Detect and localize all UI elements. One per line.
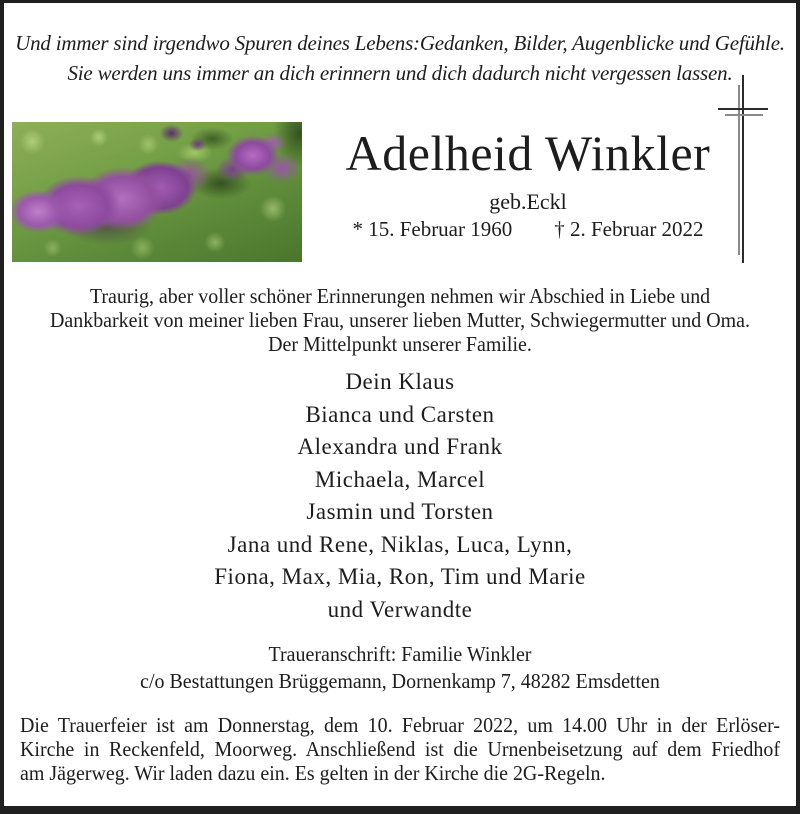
cross-icon-crossbar [718, 108, 768, 110]
lilac-photo [12, 122, 302, 262]
cross-icon-shadow-vertical [738, 85, 740, 255]
mourner-line: Dein Klaus [345, 369, 455, 394]
funeral-info-paragraph [20, 713, 780, 785]
cross-icon [742, 75, 744, 263]
funeral-address-line-2: c/o Bestattungen Brüggemann, Dornenkamp 7, 48282 Emsdetten [140, 669, 660, 693]
cross-icon-shadow-crossbar [725, 114, 763, 116]
tribute-line-1: Traurig, aber voller schöner Erinnerungen nehmen wir Abschied in Liebe und [89, 284, 711, 308]
mourner-line: Jasmin und Torsten [306, 499, 494, 524]
maiden-name: geb.Eckl [489, 189, 567, 214]
funeral-address [20, 641, 780, 695]
mourner-line: Alexandra und Frank [297, 434, 503, 459]
funeral-address-line-1: Traueranschrift: Familie Winkler [268, 642, 532, 666]
funeral-info-line-3: am Jägerweg. Wir laden dazu ein. Es gelten in der Kirche die 2G-Regeln. [20, 761, 606, 785]
tribute-paragraph [20, 284, 780, 356]
memorial-quote-line-1: Und immer sind irgendwo Spuren deines Lebens:Gedanken, Bilder, Augenblicke und Gefühle. [15, 31, 785, 55]
mourners-list [0, 366, 800, 626]
life-dates [300, 217, 756, 241]
memorial-quote [0, 28, 800, 88]
mourner-line: Fiona, Max, Mia, Ron, Tim und Marie [214, 564, 586, 589]
memorial-quote-line-2: Sie werden uns immer an dich erinnern und dich dadurch nicht vergessen lassen. [67, 61, 733, 85]
tribute-line-2: Dankbarkeit von meiner lieben Frau, unserer lieben Mutter, Schwiegermutter und Oma. [49, 308, 751, 332]
mourner-line: Bianca und Carsten [305, 401, 495, 427]
birth-date: * 15. Februar 1960 [352, 217, 513, 241]
deceased-header [300, 126, 756, 241]
funeral-info-line-2: Kirche in Reckenfeld, Moorweg. Anschließend ist die Urnenbeisetzung auf dem Friedhof [20, 737, 780, 761]
mourner-line: Jana und Rene, Niklas, Luca, Lynn, [227, 531, 573, 557]
deceased-name: Adelheid Winkler [345, 125, 711, 181]
funeral-info-line-1: Die Trauerfeier ist am Donnerstag, dem 10. Februar 2022, um 14.00 Uhr in der Erlöser- [20, 713, 780, 737]
mourner-line: und Verwandte [327, 596, 473, 622]
mourner-line: Michaela, Marcel [314, 466, 486, 492]
tribute-line-3: Der Mittelpunkt unserer Familie. [268, 332, 532, 356]
death-date: † 2. Februar 2022 [554, 217, 704, 241]
